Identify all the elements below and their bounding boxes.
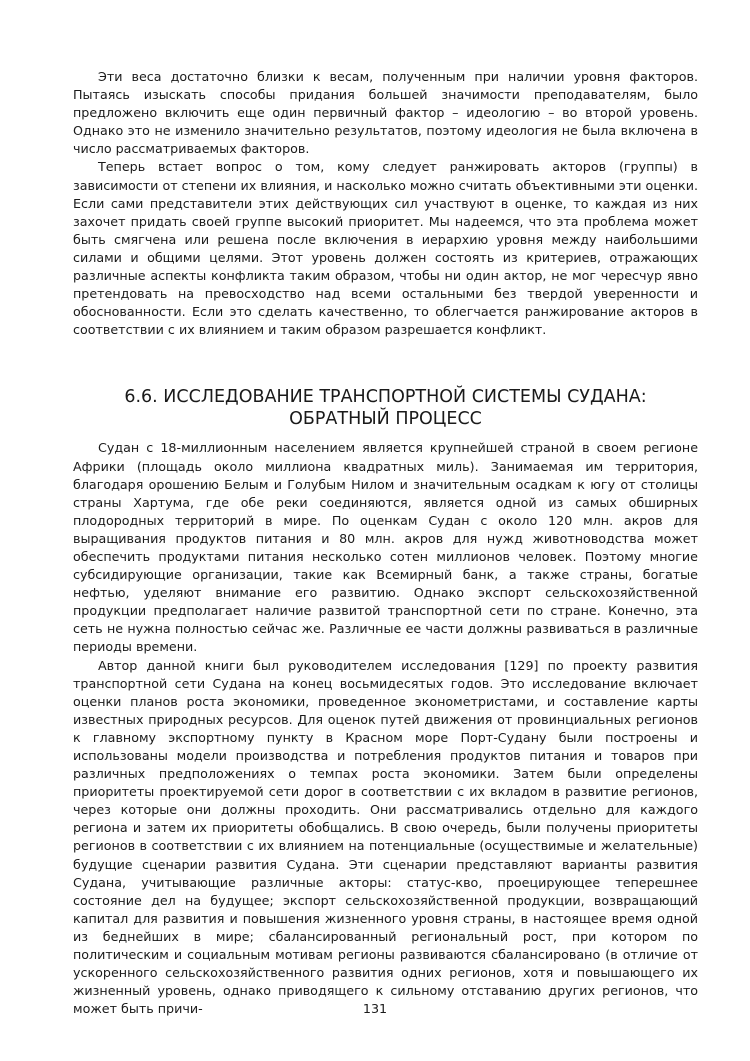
section-heading-line1: 6.6. ИССЛЕДОВАНИЕ ТРАНСПОРТНОЙ СИСТЕМЫ СУДАНА: — [124, 387, 647, 408]
paragraph: Теперь встает вопрос о том, кому следует ранжировать акторов (группы) в зависимости от степени их влияния, и насколько можно считать объективными эти оценки. Если сами представители этих действующих сил участвуют в оценке, то каждая из них захочет придать своей группе высокий приоритет. Мы надеемся, что эта проблема может быть смягчена или решена после включения в иерархию уровня между наибольшими силами и общими целями. Этот уровень должен состоять из критериев, отражающих различные аспекты конфликта таким образом, чтобы ни один актор, не мог чересчур явно претендовать на превосходство над всеми остальными без твердой уверенности и обоснованности. Если это сделать качественно, то облегчается ранжирование акторов в соответствии с их влиянием и таким образом разрешается конфликт. — [73, 159, 698, 338]
page-body — [73, 68, 698, 1018]
section-heading — [73, 387, 698, 430]
paragraph: Судан с 18-миллионным населением является крупнейшей страной в своем регионе Африки (площадь около миллиона квадратных миль). Занимаемая им территория, благодаря орошению Белым и Голубым Нилом и значительным осадкам к югу от столицы страны Хартума, где обе реки соединяются, является одной из самых обширных плодородных территорий в мире. По оценкам Судан с около 120 млн. акров для выращивания продуктов питания и 80 млн. акров для нужд животноводства может обеспечить продуктами питания несколько сотен миллионов человек. Поэтому многие субсидирующие организации, такие как Всемирный банк, а также страны, богатые нефтью, уделяют внимание его развитию. Однако экспорт сельскохозяйственной продукции предполагает наличие развитой транспортной сети по стране. Конечно, эта сеть не нужна полностью сейчас же. Различные ее части должны развиваться в различные периоды времени. — [73, 440, 698, 655]
page-number: 131 — [362, 1001, 388, 1016]
section-heading-line2: ОБРАТНЫЙ ПРОЦЕСС — [289, 408, 482, 429]
paragraph: Эти веса достаточно близки к весам, полученным при наличии уровня факторов. Пытаясь изыскать способы придания большей значимости преподавателям, было предложено включить еще один первичный фактор – идеологию – во второй уровень. Однако это не изменило значительно результатов, поэтому идеология не была включена в число рассматриваемых факторов. — [73, 69, 698, 157]
paragraph: Автор данной книги был руководителем исследования [129] по проекту развития транспортной сети Судана на конец восьмидесятых годов. Это исследование включает оценки планов роста экономики, проведенное эконометристами, и составление карты известных природных ресурсов. Для оценок путей движения от провинциальных регионов к главному экспортному пункту в Красном море Порт-Судану были построены и использованы модели производства и потребления продуктов питания и товаров при различных предположениях о темпах роста экономики. Затем были определены приоритеты проектируемой сети дорог в соответствии с их вкладом в развитие регионов, через которые они должны проходить. Они рассматривались отдельно для каждого региона и затем их приоритеты обобщались. В свою очередь, были получены приоритеты регионов в соответствии с их влиянием на потенциальные (осуществимые и желательные) будущие сценарии развития Судана. Эти сценарии представляют варианты развития Судана, учитывающие различные акторы: статус-кво, проецирующее теперешнее состояние дел на будущее; экспорт сельскохозяйственной продукции, возвращающий капитал для развития и повышения жизненного уровня страны, в настоящее время одной из беднейших в мире; сбалансированный региональный рост, при котором по политическим и социальным мотивам регионы развиваются сбалансировано (в отличие от ускоренного сельскохозяйственного развития одних регионов, хотя и повышающего их жизненный уровень, однако приводящего к сильному отставанию других регионов, что может быть причи- — [73, 657, 698, 1017]
